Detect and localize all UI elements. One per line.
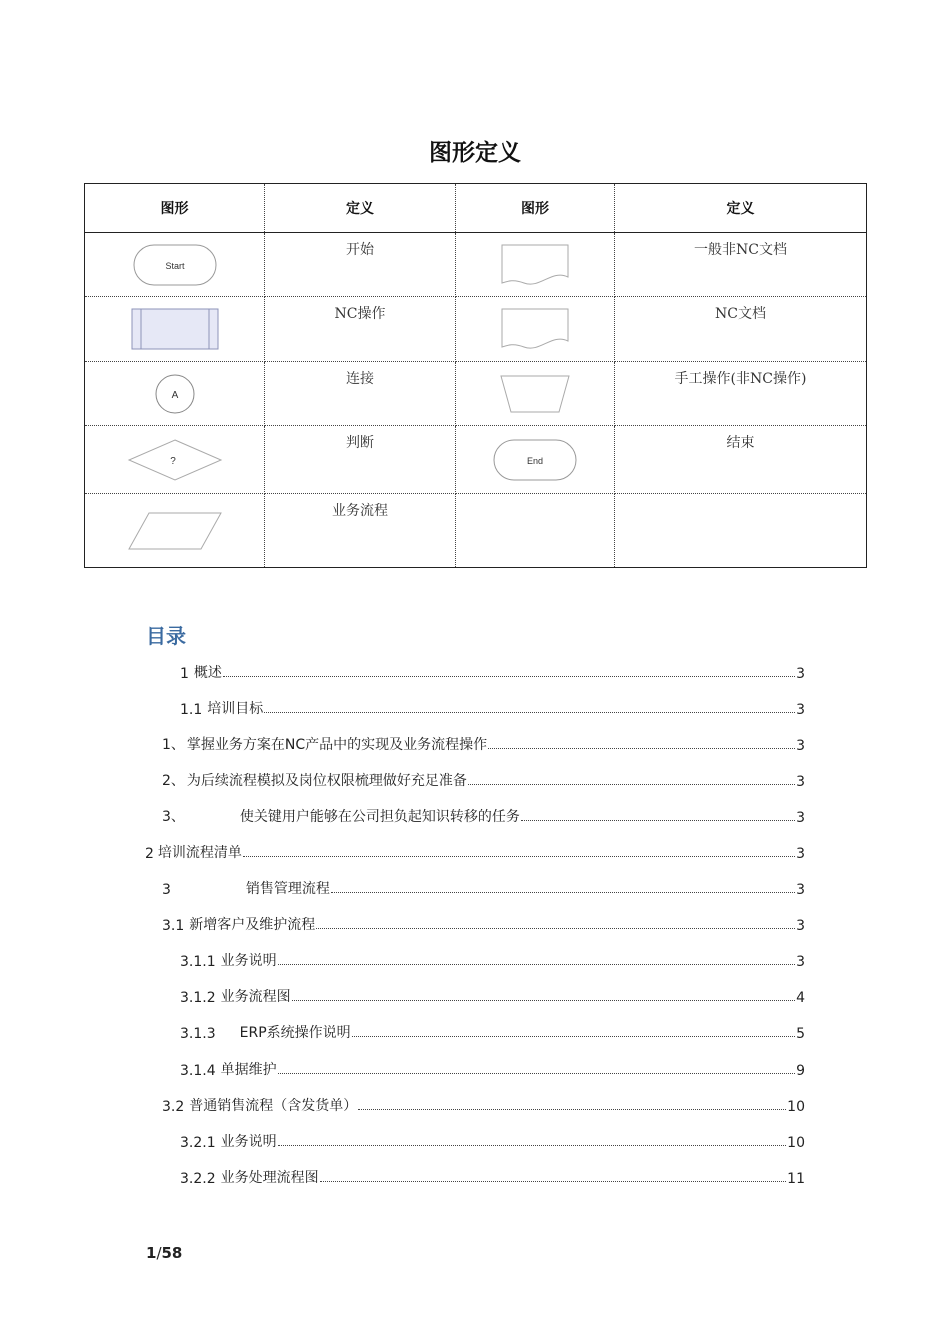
page-current: 1 xyxy=(146,1244,157,1262)
toc-entry-1-1[interactable] xyxy=(180,696,805,718)
end-terminator-icon xyxy=(492,438,578,482)
connector-label: A xyxy=(171,389,178,401)
dot-leader xyxy=(358,1109,786,1110)
toc-entry-3-1-2[interactable] xyxy=(180,984,805,1006)
toc-heading: 目录 xyxy=(146,624,186,648)
shape-cell xyxy=(456,297,615,362)
toc-page: 3 xyxy=(796,846,805,862)
toc-number: 3.2.1 xyxy=(180,1135,216,1151)
connector-icon xyxy=(154,373,196,415)
toc-entry-3-1-1[interactable] xyxy=(180,948,805,970)
toc-text: 销售管理流程 xyxy=(245,881,330,897)
toc-text: 培训流程清单 xyxy=(157,845,242,861)
end-terminator-label: End xyxy=(526,455,544,466)
nc-operation-icon xyxy=(130,307,220,351)
toc-page: 11 xyxy=(787,1171,805,1187)
toc-entry-3-1[interactable] xyxy=(162,912,805,934)
definition-end: 结束 xyxy=(615,426,867,494)
toc-number: 3.1.1 xyxy=(180,954,216,970)
shape-cell xyxy=(85,362,265,426)
dot-leader xyxy=(223,676,795,677)
definition-business-process: 业务流程 xyxy=(265,494,456,568)
toc-text: 业务说明 xyxy=(220,953,277,969)
toc-number: 1.1 xyxy=(180,702,203,718)
toc-entry-1[interactable] xyxy=(180,660,805,682)
dot-leader xyxy=(352,1036,795,1037)
table-row xyxy=(85,233,867,297)
shape-cell xyxy=(85,494,265,568)
page-number xyxy=(146,1244,182,1262)
toc-number: 3.1.3 xyxy=(180,1026,216,1042)
definition-non-nc-document: 一般非NC文档 xyxy=(615,233,867,297)
start-terminator-icon xyxy=(132,243,218,287)
toc-text: 业务处理流程图 xyxy=(220,1170,319,1186)
toc-entry-2[interactable] xyxy=(145,840,805,862)
toc-number: 3.1.2 xyxy=(180,990,216,1006)
parallelogram-icon xyxy=(127,511,223,551)
toc-text: 单据维护 xyxy=(220,1062,277,1078)
empty-shape-cell xyxy=(456,494,615,568)
toc-number: 3.2.2 xyxy=(180,1171,216,1187)
toc-text: 普通销售流程（含发货单） xyxy=(189,1098,358,1114)
definition-start: 开始 xyxy=(265,233,456,297)
shape-cell xyxy=(456,426,615,494)
definition-nc-operation: NC操作 xyxy=(265,297,456,362)
toc-page: 3 xyxy=(796,918,805,934)
decision-icon xyxy=(127,438,223,482)
definition-connector: 连接 xyxy=(265,362,456,426)
dot-leader xyxy=(292,1000,795,1001)
shape-cell xyxy=(85,426,265,494)
shape-cell xyxy=(85,297,265,362)
dot-leader xyxy=(521,820,795,821)
toc-entry-goal-3[interactable] xyxy=(162,804,805,826)
toc-page: 3 xyxy=(796,882,805,898)
toc-text: 培训目标 xyxy=(207,701,264,717)
dot-leader xyxy=(331,892,795,893)
toc-number: 3.1 xyxy=(162,918,185,934)
shape-definition-table xyxy=(84,183,867,568)
toc-number: 1、 xyxy=(162,737,185,753)
page-total: 58 xyxy=(161,1244,183,1262)
definition-decision: 判断 xyxy=(265,426,456,494)
toc-number: 2 xyxy=(145,846,154,862)
dot-leader xyxy=(278,1145,787,1146)
toc-text: 掌握业务方案在NC产品中的实现及业务流程操作 xyxy=(186,737,488,753)
toc-text: 业务说明 xyxy=(220,1134,277,1150)
toc-entry-goal-2[interactable] xyxy=(162,768,805,790)
toc-text: 为后续流程模拟及岗位权限梳理做好充足准备 xyxy=(186,773,467,789)
manual-operation-icon xyxy=(499,374,571,414)
dot-leader xyxy=(488,748,795,749)
dot-leader xyxy=(278,964,795,965)
toc-number: 1 xyxy=(180,666,189,682)
toc-page: 10 xyxy=(787,1135,805,1151)
toc-page: 9 xyxy=(796,1063,805,1079)
toc-number: 3.1.4 xyxy=(180,1063,216,1079)
dot-leader xyxy=(316,928,795,929)
toc-number: 3 xyxy=(162,882,171,898)
toc-page: 3 xyxy=(796,954,805,970)
dot-leader xyxy=(264,712,795,713)
start-terminator-label: Start xyxy=(164,260,185,271)
empty-definition-cell xyxy=(615,494,867,568)
toc-number: 2、 xyxy=(162,773,185,789)
decision-label: ? xyxy=(169,455,176,467)
dot-leader xyxy=(468,784,795,785)
toc-page: 3 xyxy=(796,666,805,682)
nc-document-icon xyxy=(500,307,570,351)
toc-number: 3.2 xyxy=(162,1099,185,1115)
dot-leader xyxy=(320,1181,787,1182)
shape-cell xyxy=(456,362,615,426)
toc-text: 业务流程图 xyxy=(220,989,291,1005)
toc-entry-3[interactable] xyxy=(162,876,805,898)
table-row xyxy=(85,362,867,426)
toc-number: 3、 xyxy=(162,809,185,825)
toc-text: ERP系统操作说明 xyxy=(239,1025,351,1041)
table-row xyxy=(85,297,867,362)
shape-cell xyxy=(456,233,615,297)
toc-page: 5 xyxy=(796,1026,805,1042)
toc-entry-3-1-3[interactable] xyxy=(180,1020,805,1042)
table-row xyxy=(85,494,867,568)
shape-cell xyxy=(85,233,265,297)
toc-text: 新增客户及维护流程 xyxy=(189,917,316,933)
header-def-1: 定义 xyxy=(265,184,456,233)
dot-leader xyxy=(278,1073,795,1074)
page-title: 图形定义 xyxy=(429,140,521,166)
toc-page: 3 xyxy=(796,810,805,826)
toc-page: 3 xyxy=(796,738,805,754)
toc-entry-3-2-2[interactable] xyxy=(180,1165,805,1187)
toc-entry-3-1-4[interactable] xyxy=(180,1057,805,1079)
toc-page: 10 xyxy=(787,1099,805,1115)
toc-page: 3 xyxy=(796,702,805,718)
header-def-2: 定义 xyxy=(615,184,867,233)
table-row xyxy=(85,426,867,494)
page-separator: / xyxy=(156,1244,162,1262)
toc-text: 概述 xyxy=(193,665,222,681)
toc-entry-3-2[interactable] xyxy=(162,1093,805,1115)
header-shape-2: 图形 xyxy=(456,184,615,233)
toc-text: 使关键用户能够在公司担负起知识转移的任务 xyxy=(239,809,520,825)
definition-manual-operation: 手工操作(非NC操作) xyxy=(615,362,867,426)
definition-nc-document: NC文档 xyxy=(615,297,867,362)
toc-entry-goal-1[interactable] xyxy=(162,732,805,754)
toc-entry-3-2-1[interactable] xyxy=(180,1129,805,1151)
toc-page: 3 xyxy=(796,774,805,790)
table-header-row xyxy=(85,184,867,233)
toc-page: 4 xyxy=(796,990,805,1006)
header-shape-1: 图形 xyxy=(85,184,265,233)
dot-leader xyxy=(243,856,795,857)
document-icon xyxy=(500,243,570,287)
